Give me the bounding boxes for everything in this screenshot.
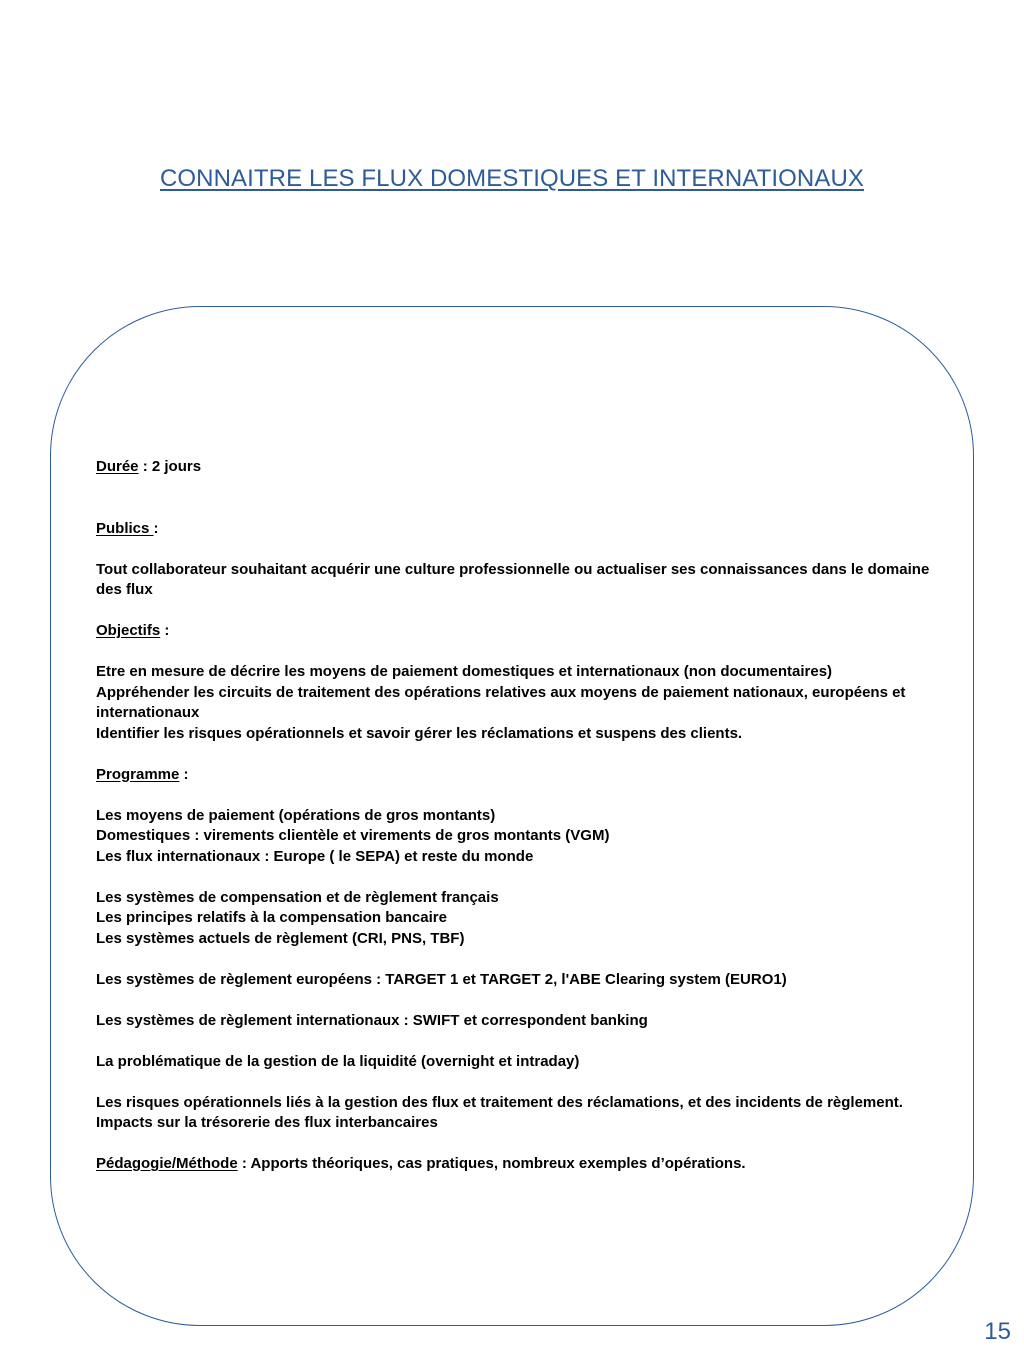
objectif-item: Identifier les risques opérationnels et savoir gérer les réclamations et suspens des clients. (96, 724, 743, 742)
programme-item: La problématique de la gestion de la liquidité (overnight et intraday) (96, 1052, 580, 1070)
objectifs-separator: : (160, 622, 170, 639)
programme-item: Les systèmes actuels de règlement (CRI, PNS, TBF) (96, 929, 465, 947)
programme-item: Impacts sur la trésorerie des flux interbancaires (96, 1114, 438, 1131)
duree-line (96, 457, 936, 478)
course-description (96, 457, 936, 1175)
programme-item: Les principes relatifs à la compensation bancaire (96, 909, 447, 926)
objectifs-heading (96, 621, 936, 642)
programme-item: Les systèmes de règlement européens : TARGET 1 et TARGET 2, l'ABE Clearing system (EURO1) (96, 970, 787, 988)
programme-item: Les systèmes de règlement internationaux : SWIFT et correspondent banking (96, 1011, 648, 1029)
objectif-item: Etre en mesure de décrire les moyens de paiement domestiques et internationaux (non documentaires) (96, 663, 833, 680)
programme-item: Les risques opérationnels liés à la gestion des flux et traitement des réclamations, et des incidents de règlement. (96, 1093, 903, 1111)
programme-heading (96, 765, 936, 786)
page-title: CONNAITRE LES FLUX DOMESTIQUES ET INTERNATIONAUX (159, 165, 864, 192)
programme-item: Les systèmes de compensation et de règlement français (96, 888, 499, 906)
programme-label: Programme (96, 765, 180, 783)
programme-separator: : (179, 765, 189, 783)
publics-label: Publics (96, 519, 154, 537)
objectif-item: Appréhender les circuits de traitement des opérations relatives aux moyens de paiement nationaux, européens et internationaux (96, 683, 906, 721)
duree-label: Durée (96, 458, 139, 475)
objectifs-label: Objectifs (96, 622, 161, 639)
pedagogie-text: Apports théoriques, cas pratiques, nombreux exemples d’opérations. (250, 1155, 746, 1172)
publics-text: Tout collaborateur souhaitant acquérir une culture professionnelle ou actualiser ses connaissances dans le domaine des flux (96, 560, 930, 598)
page-number: 15 (984, 1318, 1011, 1345)
pedagogie-line (96, 1154, 936, 1175)
duree-value: 2 jours (151, 458, 202, 475)
publics-separator: : (153, 519, 159, 537)
duree-separator: : (138, 458, 152, 475)
publics-heading (96, 519, 936, 540)
pedagogie-separator: : (237, 1155, 251, 1172)
programme-item: Les flux internationaux : Europe ( le SEPA) et reste du monde (96, 847, 534, 865)
programme-item: Les moyens de paiement (opérations de gros montants) (96, 806, 496, 824)
programme-item: Domestiques : virements clientèle et virements de gros montants (VGM) (96, 827, 610, 844)
pedagogie-label: Pédagogie/Méthode (96, 1155, 238, 1172)
